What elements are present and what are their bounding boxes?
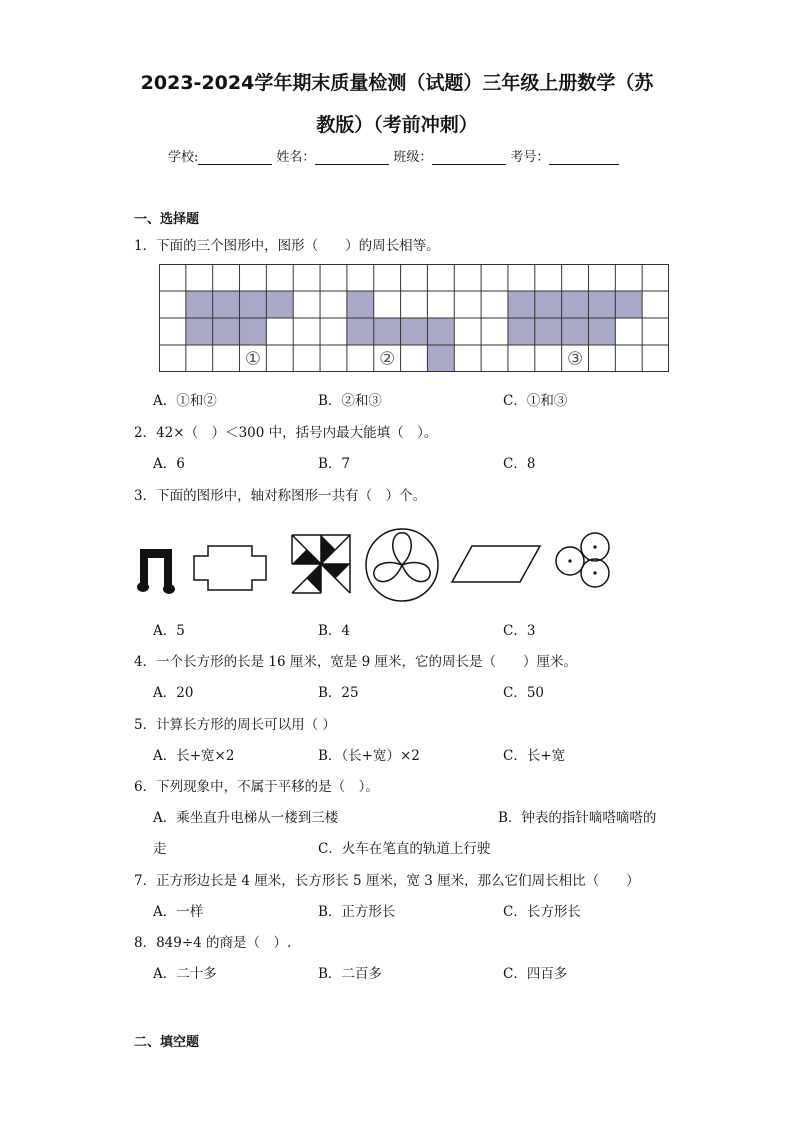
- q1-option-c[interactable]: C．①和③: [503, 393, 568, 409]
- question-5: 5．计算长方形的周长可以用（ ）: [134, 717, 336, 733]
- class-blank[interactable]: [432, 150, 506, 165]
- q1-option-b[interactable]: B．②和③: [318, 393, 382, 409]
- shaded-cell: [562, 291, 589, 318]
- class-label: 班级：: [393, 150, 433, 165]
- shaded-cell: [186, 318, 213, 345]
- q5-option-b[interactable]: B．（长+宽）×2: [318, 748, 420, 764]
- q3-option-b[interactable]: B．4: [318, 623, 351, 639]
- q8-option-c[interactable]: C．四百多: [503, 966, 568, 982]
- q7-option-a[interactable]: A．一样: [153, 904, 204, 920]
- q5-option-c[interactable]: C．长+宽: [503, 748, 566, 764]
- q2-option-b[interactable]: B．7: [318, 456, 351, 472]
- shaded-cell: [213, 291, 240, 318]
- q3-option-c[interactable]: C．3: [503, 623, 536, 639]
- student-info-row: [168, 146, 623, 165]
- shaded-cell: [427, 345, 454, 372]
- shaded-cell: [240, 318, 267, 345]
- section-2-title: 二、填空题: [134, 1035, 200, 1050]
- figure-label-3: ③: [566, 348, 584, 370]
- shaded-cell: [535, 291, 562, 318]
- cross-octagon-figure: [192, 542, 268, 594]
- q6-option-b-continued[interactable]: 走: [153, 841, 167, 857]
- parallelogram-figure: [450, 544, 542, 584]
- section-1-title: 一、选择题: [134, 212, 200, 227]
- q7-option-b[interactable]: B．正方形长: [318, 904, 396, 920]
- title-line-2: 教版）（考前冲刺）: [316, 114, 478, 136]
- question-3: 3．下面的图形中，轴对称图形一共有（ ）个。: [134, 488, 427, 504]
- question-2: 2．42×（ ）＜300 中，括号内最大能填（ ）。: [134, 425, 438, 441]
- name-blank[interactable]: [315, 150, 389, 165]
- circle-trefoil-figure: [364, 527, 440, 603]
- q8-option-b[interactable]: B．二百多: [318, 966, 382, 982]
- pinwheel-figure: [290, 533, 352, 595]
- question-7: 7．正方形边长是 4 厘米，长方形长 5 厘米，宽 3 厘米，那么它们周长相比（ ）: [134, 873, 640, 889]
- shaded-cell: [374, 318, 401, 345]
- question-4: 4．一个长方形的长是 16 厘米，宽是 9 厘米，它的周长是（ ）厘米。: [134, 654, 578, 670]
- q6-option-b[interactable]: B．钟表的指针嘀嗒嘀嗒的: [498, 810, 657, 826]
- q3-option-a[interactable]: A．5: [153, 623, 185, 639]
- shaded-cell: [588, 318, 615, 345]
- school-label: 学校:: [168, 150, 199, 165]
- question-6: 6．下列现象中，不属于平移的是（ ）。: [134, 779, 379, 795]
- shaded-cell: [401, 318, 428, 345]
- shaded-cell: [427, 318, 454, 345]
- three-circles-figure: [552, 530, 614, 590]
- figure-label-1: ①: [244, 348, 262, 370]
- q4-option-c[interactable]: C．50: [503, 685, 545, 701]
- question-1: 1．下面的三个图形中，图形（ ）的周长相等。: [134, 238, 440, 254]
- title-line-1: 2023-2024学年期末质量检测（试题）三年级上册数学（苏: [140, 72, 654, 94]
- q8-option-a[interactable]: A．二十多: [153, 966, 217, 982]
- shaded-cell: [562, 318, 589, 345]
- figure-label-2: ②: [379, 348, 396, 370]
- shaded-cell: [588, 291, 615, 318]
- q1-option-a[interactable]: A．①和②: [153, 393, 217, 409]
- q2-option-a[interactable]: A．6: [153, 456, 185, 472]
- number-label: 考号：: [510, 150, 550, 165]
- shaded-cell: [508, 291, 535, 318]
- q4-option-b[interactable]: B．25: [318, 685, 359, 701]
- q6-option-c[interactable]: C．火车在笔直的轨道上行驶: [318, 841, 491, 857]
- shaded-cell: [240, 291, 267, 318]
- q7-option-c[interactable]: C．长方形长: [503, 904, 581, 920]
- question-1-grid-figure: [159, 264, 669, 372]
- shaded-cell: [347, 291, 374, 318]
- school-blank[interactable]: [198, 150, 272, 165]
- q5-option-a[interactable]: A．长+宽×2: [153, 748, 235, 764]
- shaded-cell: [266, 291, 293, 318]
- shaded-cell: [535, 318, 562, 345]
- shaded-cell: [186, 291, 213, 318]
- q6-option-a[interactable]: A．乘坐直升电梯从一楼到三楼: [153, 810, 339, 826]
- number-blank[interactable]: [549, 150, 619, 165]
- q4-option-a[interactable]: A．20: [153, 685, 194, 701]
- shaded-cell: [615, 291, 642, 318]
- q2-option-c[interactable]: C．8: [503, 456, 536, 472]
- shaded-cell: [213, 318, 240, 345]
- shaded-cell: [508, 318, 535, 345]
- name-label: 姓名：: [276, 150, 316, 165]
- question-8: 8．849÷4 的商是（ ）.: [134, 935, 292, 951]
- music-note-figure: [134, 545, 180, 597]
- shaded-cell: [347, 318, 374, 345]
